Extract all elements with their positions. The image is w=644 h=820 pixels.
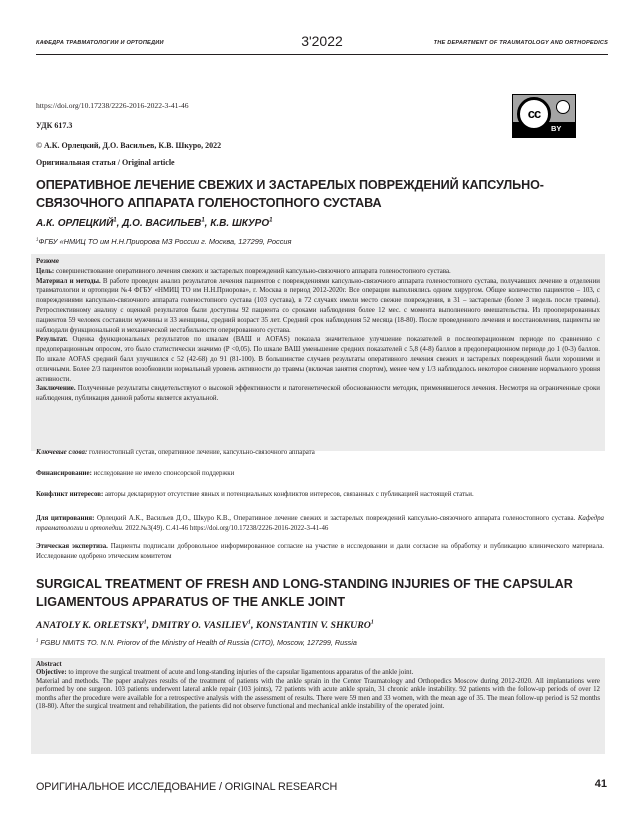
author-name: ANATOLY K. ORLETSKY — [36, 620, 144, 631]
author-name: К.В. ШКУРО — [210, 218, 270, 229]
running-header-right: THE DEPARTMENT OF TRAUMATOLOGY AND ORTHOPEDICS — [433, 40, 608, 46]
footer-section-label: ОРИГИНАЛЬНОЕ ИССЛЕДОВАНИЕ / ORIGINAL RESEARCH — [36, 781, 338, 793]
running-header-left: КАФЕДРА ТРАВМАТОЛОГИИ И ОРТОПЕДИИ — [36, 40, 164, 46]
abstract-english: Abstract Objective: to improve the surgical treatment of acute and long-standing injuries of the capsular ligamentous apparatus of the ankle joint. Material and methods. The paper analyzes results of the treatment of patients with the ankle sprain in the Center Traumatology and Orthopedics Moscow during 2012-2020. All implantations were performed by one surgeon. 103 patients underwent lateral ankle repair (103 joints), 72 patients with acute ankle sprain, 31 chronic ankle instability. 92 patients with the follow-up periods of over 12 months after the procedure were available for a retrospective analysis with the assessment of results. There were 59 men and 33 women, with the mean age of 35. The mean follow-up period is 52 months (18-80). After the surgical treatment and rehabilitation, the patients did not observe functional and mechanical ankle instability of the operated joint. — [31, 658, 605, 754]
copyright-line: © А.К. Орлецкий, Д.О. Васильев, К.В. Шкуро, 2022 — [36, 141, 222, 150]
header-divider — [36, 54, 608, 55]
affiliation-english: $^1$ FGBU NMITS TO. N.N. Priorov of the Ministry of Health of Russia (CITO), Moscow, 127299, Russia — [36, 637, 357, 647]
author-name: А.К. ОРЛЕЦКИЙ — [36, 218, 114, 229]
authors-english: ANATOLY K. ORLETSKY$^1$, DMITRY O. VASILIEV$^1$, KONSTANTIN V. SHKURO$^1$ — [36, 619, 374, 631]
abstract-heading: Резюме — [36, 258, 59, 265]
conflict-of-interest: Конфликт интересов: авторы декларируют отсутствие явных и потенциальных конфликтов интересов, связанных с публикацией настоящей статьи. — [36, 491, 474, 498]
funding: Финансирование: исследование не имело спонсорской поддержки — [36, 470, 235, 477]
cc-logo-icon: cc — [517, 97, 551, 131]
issue-number: 3'2022 — [301, 33, 343, 49]
abstract-heading: Abstract — [36, 661, 62, 668]
cc-by-license-icon[interactable] — [512, 94, 576, 138]
page-number: 41 — [594, 778, 607, 790]
authors-russian: А.К. ОРЛЕЦКИЙ$^1$, Д.О. ВАСИЛЬЕВ$^1$, К.В. ШКУРО$^1$ — [36, 217, 273, 229]
by-label: BY — [551, 124, 562, 133]
author-name: KONSTANTIN V. SHKURO — [255, 620, 371, 631]
ethics-statement: Этическая экспертиза. Пациенты подписали добровольное информированное согласие на участие в исследовании и дали согласие на обработку и публикацию клинического материала. Исследование одобрено этическим комитетом — [36, 543, 604, 560]
udk-code: УДК 617.3 — [36, 121, 73, 130]
author-name: Д.О. ВАСИЛЬЕВ — [122, 218, 202, 229]
title-english: SURGICAL TREATMENT OF FRESH AND LONG-STANDING INJURIES OF THE CAPSULAR LIGAMENTOUS APPARATUS OF THE ANKLE JOINT — [36, 577, 573, 609]
citation: Для цитирования: Орлецкий А.К., Васильев Д.О., Шкуро К.В., Оперативное лечение свежих и застарелых повреждений капсульно-связочного аппарата голеностопного сустава. Кафедра травматологии и ортопедии. 2022.№3(49). С.41-46 https://doi.org/10.17238/2226-2016-2022-3-41-46 — [36, 515, 604, 532]
keywords: Ключевые слова: голеностопный сустав, оперативное лечение, капсульно-связочного аппарата — [36, 449, 315, 456]
doi-link[interactable]: https://doi.org/10.17238/2226-2016-2022-3-41-46 — [36, 101, 189, 110]
affiliation-russian: $^1$ФГБУ «НМИЦ ТО им Н.Н.Приорова МЗ России г. Москва, 127299, Россия — [36, 236, 292, 246]
title-russian: ОПЕРАТИВНОЕ ЛЕЧЕНИЕ СВЕЖИХ И ЗАСТАРЕЛЫХ ПОВРЕЖДЕНИЙ КАПСУЛЬНО-СВЯЗОЧНОГО АППАРАТА ГОЛЕНОСТОПНОГО СУСТАВА — [36, 178, 544, 210]
person-icon — [556, 100, 570, 114]
author-name: DMITRY O. VASILIEV — [151, 620, 248, 631]
article-type: Оригинальная статья / Original article — [36, 158, 175, 167]
abstract-russian: Резюме Цель: совершенствование оперативного лечения свежих и застарелых повреждений капсульно-связочного аппарата голеностопного сустава. Материал и методы. В работе проведен анализ результатов лечения пациентов с повреждениями капсульно-связочного аппарата голеностопного сустава, получавших лечение в отделении травматологии и ортопедии №4 ФГБУ «НМИЦ ТО им Н.Н.Приорова», г. Москва в период 2012-2020г. Все операции выполнялись одним хирургом. Общее количество пациентов – 103, с повреждениями капсульно-связочного аппарата голеностопного сустава (103 сустава), в 72 случаях имели место свежие повреждения, в 31 – застарелые (более 3 недель после травмы). Ретроспективному анализу с оценкой результатов были доступны 92 пациента со сроками наблюдения более 12 мес. с момента выполненного вмешательства. Из прооперированных пациентов 59 человек составили мужчины и 33 женщины, средний возраст 35 лет. Средний срок наблюдения 52 месяца (18-80). После проведенного лечения и восстановления, пациенты не наблюдали функциональной и механической нестабильности оперированного сустава. Результат. Оценка функциональных результатов по шкалам (ВАШ и AOFAS) показала значительное улучшение показателей в послеоперационном периоде по сравнению с предоперационным опросом, это было статистически значимо (P <0,05). По шкале ВАШ уменьшение средних показателей с 5,8 (4-8) баллов в предоперационном периоде до 1 (0-3) баллов. По шкале AOFAS средний балл улучшился с 52 (42-68) до 91 (81-100). В большинстве случаев результаты оперативного лечения свежих и застарелых повреждений были хорошими и отличными. Более 2/3 пациентов возобновили нормальный уровень активности до травмы (включая занятия спортом), менее чем у 1/3 наблюдалось некоторое снижение нормального уровня активности. Заключение. Полученные результаты свидетельствуют о высокой эффективности и патогенетической обоснованности методик, применявшегося лечения. Несмотря на ограниченные сроки наблюдения, публикация данной работы является актуальной. — [31, 254, 605, 451]
